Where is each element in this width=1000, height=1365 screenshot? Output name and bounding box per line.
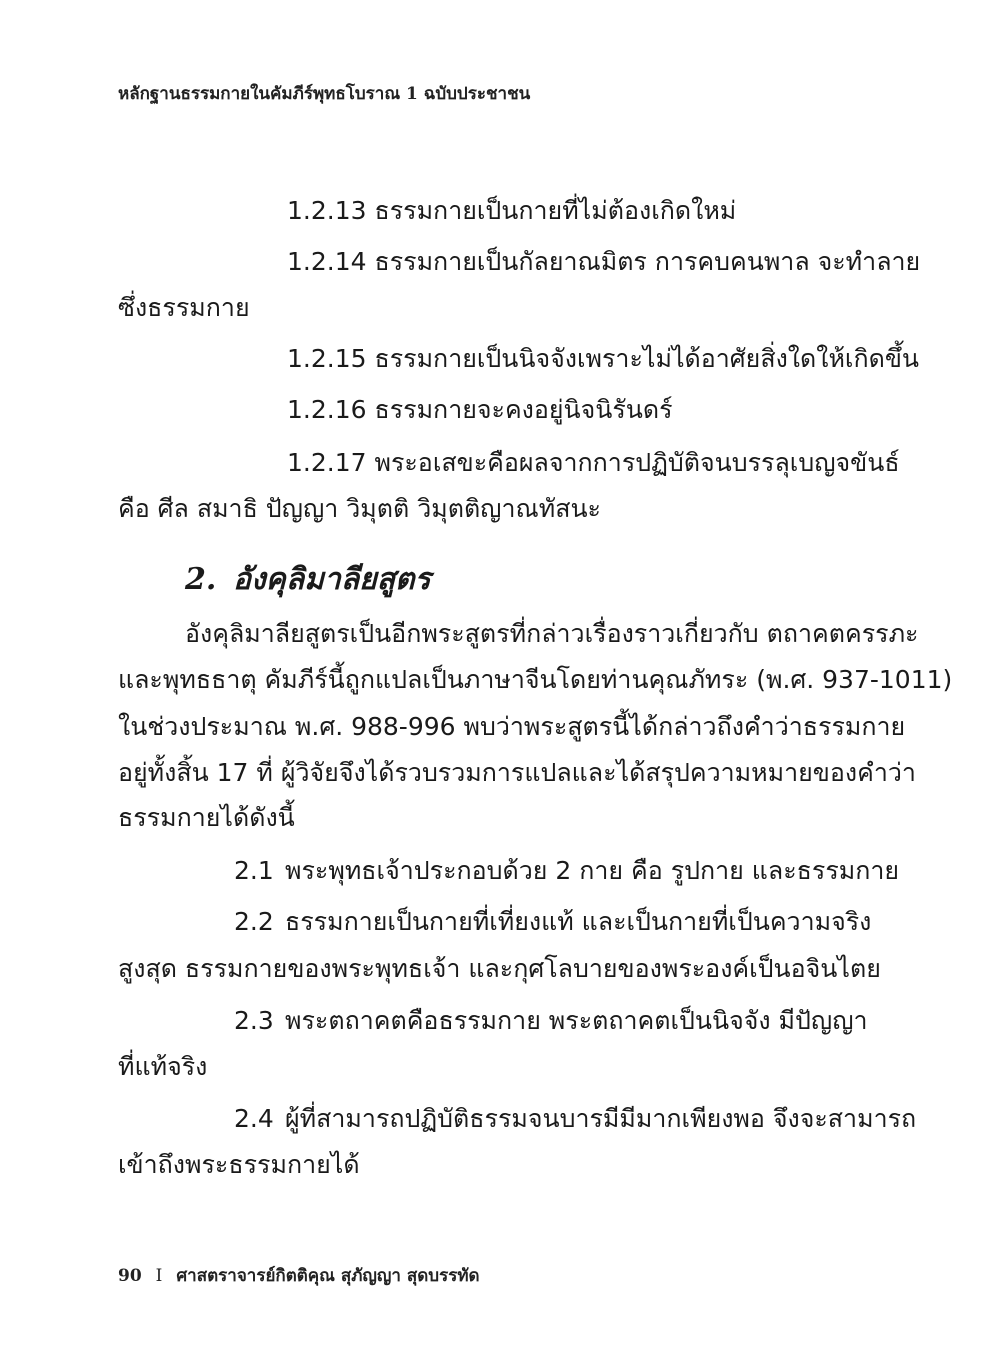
section-number: 2. (185, 562, 217, 597)
item-number: 2.4 (234, 1104, 274, 1133)
section-title: อังคุลิมาลียสูตร (233, 562, 431, 597)
page-number: 90 (118, 1266, 142, 1286)
item-number: 2.1 (234, 856, 274, 885)
page-footer (118, 1262, 480, 1289)
item-number: 2.3 (234, 1006, 274, 1035)
footer-separator: I (155, 1266, 163, 1286)
item-number: 2.2 (234, 907, 274, 936)
footer-author: ศาสตราจารย์กิตติคุณ สุภัญญา สุดบรรทัด (176, 1266, 480, 1286)
section-heading (185, 556, 431, 603)
running-header: หลักฐานธรรมกายในคัมภีร์พุทธโบราณ 1 ฉบับประชาชน (118, 84, 531, 104)
